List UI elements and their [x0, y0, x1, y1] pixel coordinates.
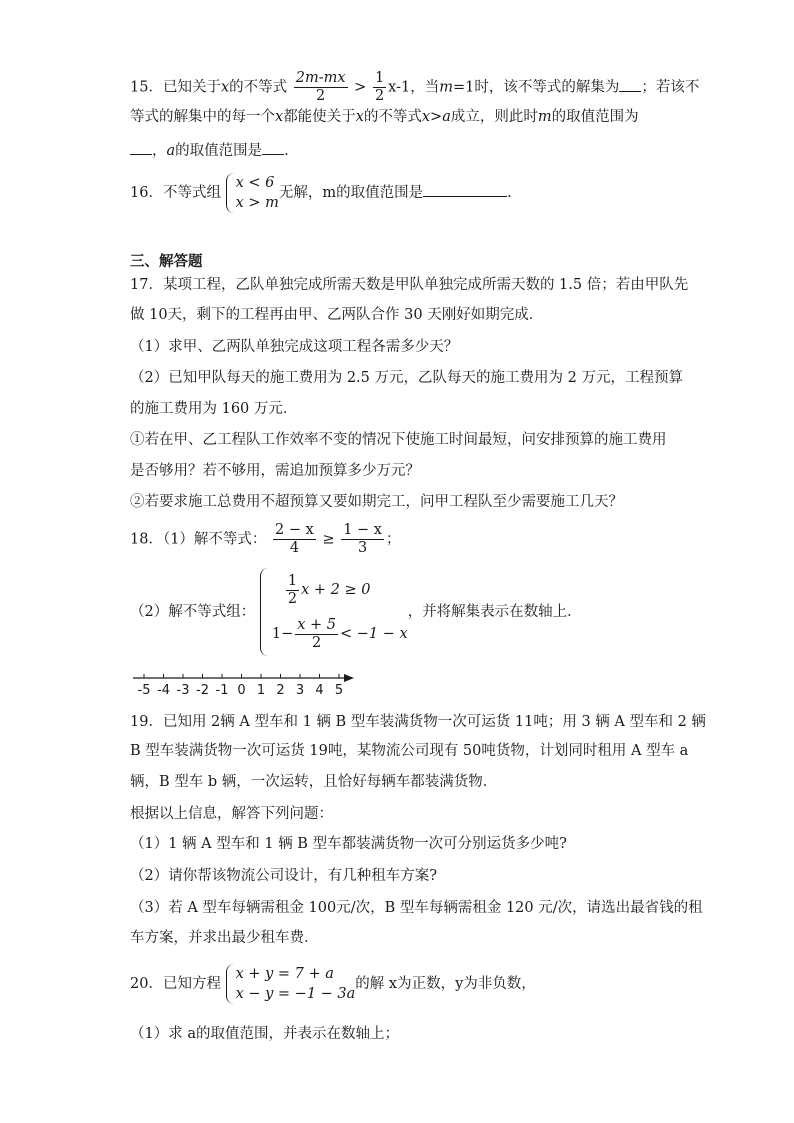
number-line-label: -3 — [176, 683, 190, 698]
fraction — [373, 70, 386, 105]
q15-line-2 — [130, 107, 639, 127]
q18-text: 18．（1）解不等式： — [130, 531, 267, 548]
fraction — [295, 617, 338, 652]
q19-line: （3）若 A 型车每辆需租金 100元/次，B 型车每辆需租金 120 元/次，请选出最省钱的租 — [130, 900, 703, 916]
q15-text: . — [284, 143, 289, 159]
denominator: 2 — [316, 88, 326, 104]
section-heading: 三、解答题 — [130, 254, 203, 270]
var-x: x — [355, 109, 364, 125]
q18-part2 — [130, 568, 582, 656]
number-line-label: 0 — [237, 683, 246, 698]
system-row: x > m — [235, 195, 279, 211]
q15-text: 15．已知关于 — [130, 79, 221, 96]
system-row — [272, 612, 408, 656]
ge-symbol: ≥ — [322, 531, 335, 548]
q15-text: 都能使关于 — [283, 109, 356, 125]
numerator: 2 − x — [275, 522, 314, 538]
q19-line: （1）1 辆 A 型车和 1 辆 B 型车都装满货物一次可分别运货多少吨? — [130, 836, 567, 852]
inequality: x + 2 ≥ 0 — [301, 582, 371, 598]
numerator: 1 — [374, 70, 385, 86]
number-line-label: -2 — [196, 683, 209, 698]
inequality: 1− — [271, 626, 294, 642]
numerator: 1 — [287, 572, 298, 589]
q18-text: （2）解不等式组： — [130, 604, 256, 620]
fraction — [341, 522, 384, 557]
left-brace — [260, 568, 270, 656]
inequality: < −1 − x — [340, 626, 408, 642]
q15-text: ；若该不 — [641, 79, 700, 96]
denominator: 4 — [289, 540, 300, 556]
q15-text: ， — [152, 143, 167, 159]
q19-line: 根据以上信息，解答下列问题： — [130, 806, 333, 822]
var-x: x — [275, 109, 284, 125]
number-line-label: -1 — [215, 683, 229, 698]
q17-line: 做 10天，剩下的工程再由甲、乙两队合作 30 天刚好如期完成． — [130, 307, 544, 323]
q15-line-1 — [130, 70, 699, 105]
q15-text: 的取值范围是 — [175, 143, 263, 159]
denominator: 2 — [311, 634, 322, 651]
left-brace — [226, 173, 235, 213]
q15-text: 的取值范围为 — [551, 109, 639, 125]
q20-line — [130, 964, 536, 1004]
q17-line: ②若要求施工总费用不超预算又要如期完工，问甲工程队至少需要施工几天？ — [130, 494, 623, 510]
var-a: a — [166, 143, 176, 159]
denominator: 2 — [287, 590, 298, 607]
inequality-system — [226, 173, 279, 213]
q17-line: （1）求甲、乙两队单独完成这项工程各需多少天？ — [130, 339, 459, 355]
inequality: x>a — [421, 109, 451, 125]
q16-text: 16．不等式组 — [130, 185, 221, 201]
left-brace — [226, 964, 235, 1004]
number-line-label: 1 — [256, 683, 266, 698]
q15-text: x-1，当 — [388, 79, 440, 96]
fraction — [273, 522, 316, 557]
denominator: 3 — [357, 540, 368, 556]
q15-line-3 — [130, 140, 289, 161]
q16-text: 无解，m的取值范围是 — [278, 185, 424, 201]
q15-text: 等式的解集中的每一个 — [130, 109, 275, 125]
numerator: x + 5 — [297, 616, 336, 633]
q16-text: . — [507, 185, 512, 201]
system-row — [272, 568, 408, 612]
q15-text: =1时，该不等式的解集为 — [452, 79, 620, 96]
number-line-label: 2 — [276, 683, 285, 698]
answer-blank — [262, 140, 284, 155]
numerator: 1 − x — [343, 522, 382, 538]
q19-line: B 型车装满货物一次可运货 19吨，某物流公司现有 50吨货物，计划同时租用 A 型车 a — [130, 743, 689, 759]
inequality-system — [260, 568, 408, 656]
var-m: m — [537, 109, 552, 125]
number-line-label: 3 — [295, 683, 305, 698]
answer-blank — [423, 182, 507, 197]
number-line-label: -4 — [157, 683, 170, 698]
q17-line: 的施工费用为 160 万元． — [130, 401, 298, 417]
q15-text: 的不等式 — [229, 79, 288, 96]
q19-line: （2）请你帮该物流公司设计，有几种租车方案? — [130, 868, 437, 884]
q15-text: 成立，则此时 — [450, 109, 538, 125]
q17-line: 17．某项工程，乙队单独完成所需天数是甲队单独完成所需天数的 1.5 倍；若由甲队先 — [130, 277, 689, 293]
number-line — [128, 668, 358, 698]
q20-text: 的解 x为正数，y为非负数， — [355, 976, 536, 992]
q19-line: 辆，B 型车 b 辆，一次运转，且恰好每辆车都装满货物． — [130, 774, 498, 790]
q17-line: ①若在甲、乙工程队工作效率不变的情况下使施工时间最短，问安排预算的施工费用 — [130, 432, 667, 448]
arrow-icon — [344, 674, 354, 682]
q20-line: （1）求 a的取值范围，并表示在数轴上； — [130, 1026, 399, 1042]
denominator: 2 — [374, 88, 385, 104]
number-line-label: 4 — [315, 683, 324, 698]
fraction — [294, 70, 348, 105]
gt-symbol: > — [354, 79, 367, 96]
q16-line — [130, 173, 512, 213]
system-row: x < 6 — [235, 175, 275, 191]
q20-text: 20．已知方程 — [130, 976, 221, 992]
q17-line: 是否够用？若不够用，需追加预算多少万元？ — [130, 463, 420, 479]
number-line-label: -5 — [137, 683, 151, 698]
var-x: x — [220, 79, 230, 96]
var-m: m — [439, 79, 453, 96]
answer-blank — [619, 77, 641, 92]
answer-blank — [130, 140, 152, 155]
q18-text: ； — [385, 531, 401, 548]
numerator: 2m-mx — [295, 70, 346, 86]
q18-part1 — [130, 522, 400, 557]
q19-line: 19．已知用 2辆 A 型车和 1 辆 B 型车装满货物一次可运货 11吨；用 3 辆 A 型车和 2 辆 — [130, 714, 706, 730]
number-line-label: 5 — [334, 683, 344, 698]
system-row: x + y = 7 + a — [235, 966, 334, 982]
system-row: x − y = −1 − 3a — [235, 986, 356, 1002]
fraction — [286, 573, 299, 608]
q15-text: 的不等式 — [363, 109, 422, 125]
q18-text: ，并将解集表示在数轴上． — [407, 604, 582, 620]
q17-line: （2）已知甲队每天的施工费用为 2.5 万元，乙队每天的施工费用为 2 万元，工程预算 — [130, 370, 683, 386]
q19-line: 车方案，并求出最少租车费． — [130, 930, 319, 946]
equation-system — [226, 964, 356, 1004]
